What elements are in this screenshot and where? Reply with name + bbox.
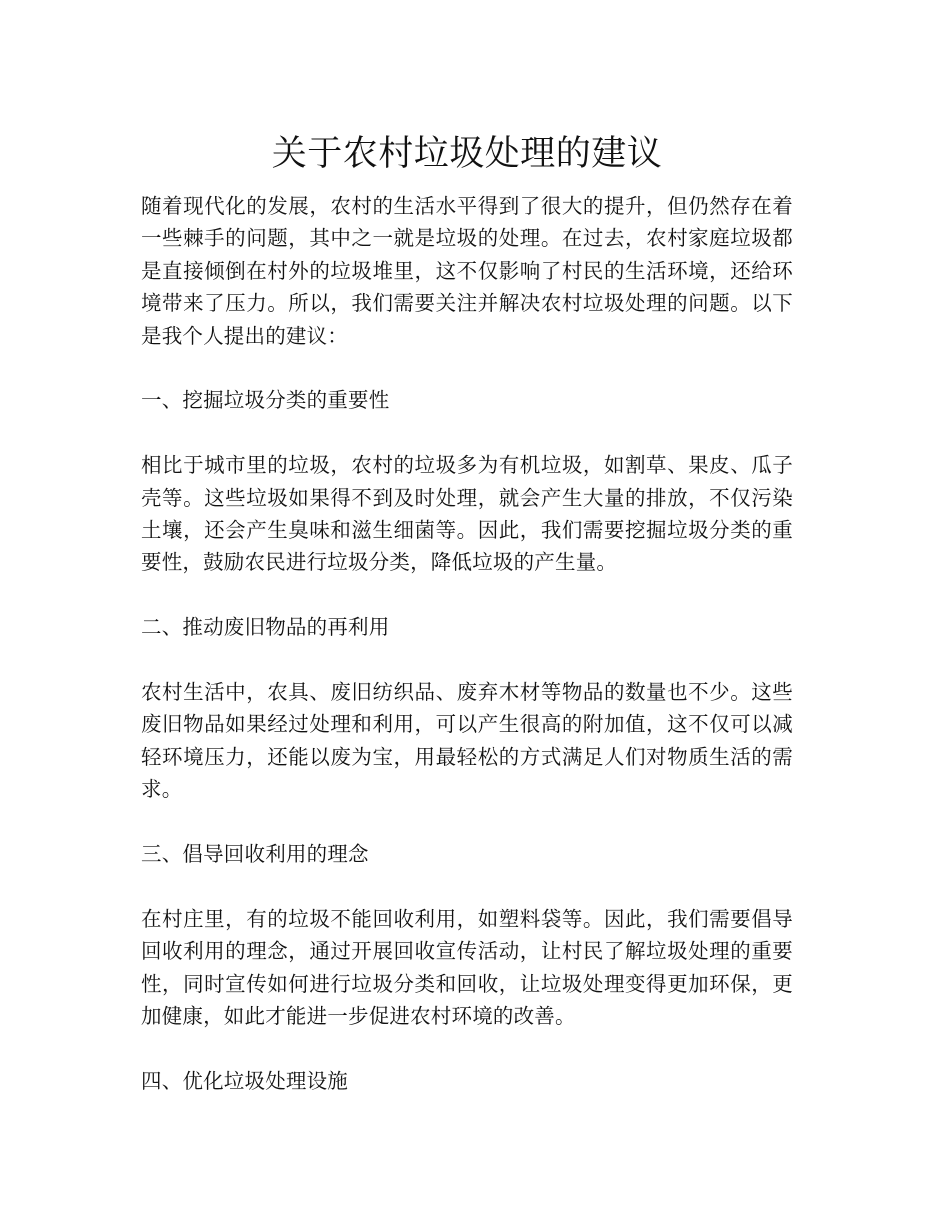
section-heading-1: 一、挖掘垃圾分类的重要性 <box>141 388 390 413</box>
paragraph-spacer <box>141 417 793 449</box>
paragraph-spacer <box>141 644 793 676</box>
section-heading-3: 三、倡导回收利用的理念 <box>141 842 369 867</box>
intro-paragraph: 随着现代化的发展，农村的生活水平得到了很大的提升，但仍然存在着一些棘手的问题，其中之一就是垃圾的处理。在过去，农村家庭垃圾都是直接倾倒在村外的垃圾堆里，这不仅影响了村民的生活环境，还给环境带来了压力。所以，我们需要关注并解决农村垃圾处理的问题。以下是我个人提出的建议： <box>141 194 793 348</box>
section-body-2: 农村生活中，农具、废旧纺织品、废弃木材等物品的数量也不少。这些废旧物品如果经过处理和利用，可以产生很高的附加值，这不仅可以减轻环境压力，还能以废为宝，用最轻松的方式满足人们对物质生活的需求。 <box>141 680 793 802</box>
paragraph-spacer <box>141 579 793 611</box>
document-page <box>141 130 793 1097</box>
section-body-1: 相比于城市里的垃圾，农村的垃圾多为有机垃圾，如割草、果皮、瓜子壳等。这些垃圾如果得不到及时处理，就会产生大量的排放，不仅污染土壤，还会产生臭味和滋生细菌等。因此，我们需要挖掘垃圾分类的重要性，鼓励农民进行垃圾分类，降低垃圾的产生量。 <box>141 453 793 575</box>
section-heading-4: 四、优化垃圾处理设施 <box>141 1068 348 1093</box>
paragraph-spacer <box>141 870 793 902</box>
section-heading-2: 二、推动废旧物品的再利用 <box>141 615 390 640</box>
paragraph-spacer <box>141 1032 793 1064</box>
section-body-3: 在村庄里，有的垃圾不能回收利用，如塑料袋等。因此，我们需要倡导回收利用的理念，通过开展回收宣传活动，让村民了解垃圾处理的重要性，同时宣传如何进行垃圾分类和回收，让垃圾处理变得更加环保，更加健康，如此才能进一步促进农村环境的改善。 <box>141 906 793 1029</box>
paragraph-spacer <box>141 806 793 838</box>
document-title: 关于农村垃圾处理的建议 <box>271 134 663 174</box>
paragraph-spacer <box>141 352 793 384</box>
